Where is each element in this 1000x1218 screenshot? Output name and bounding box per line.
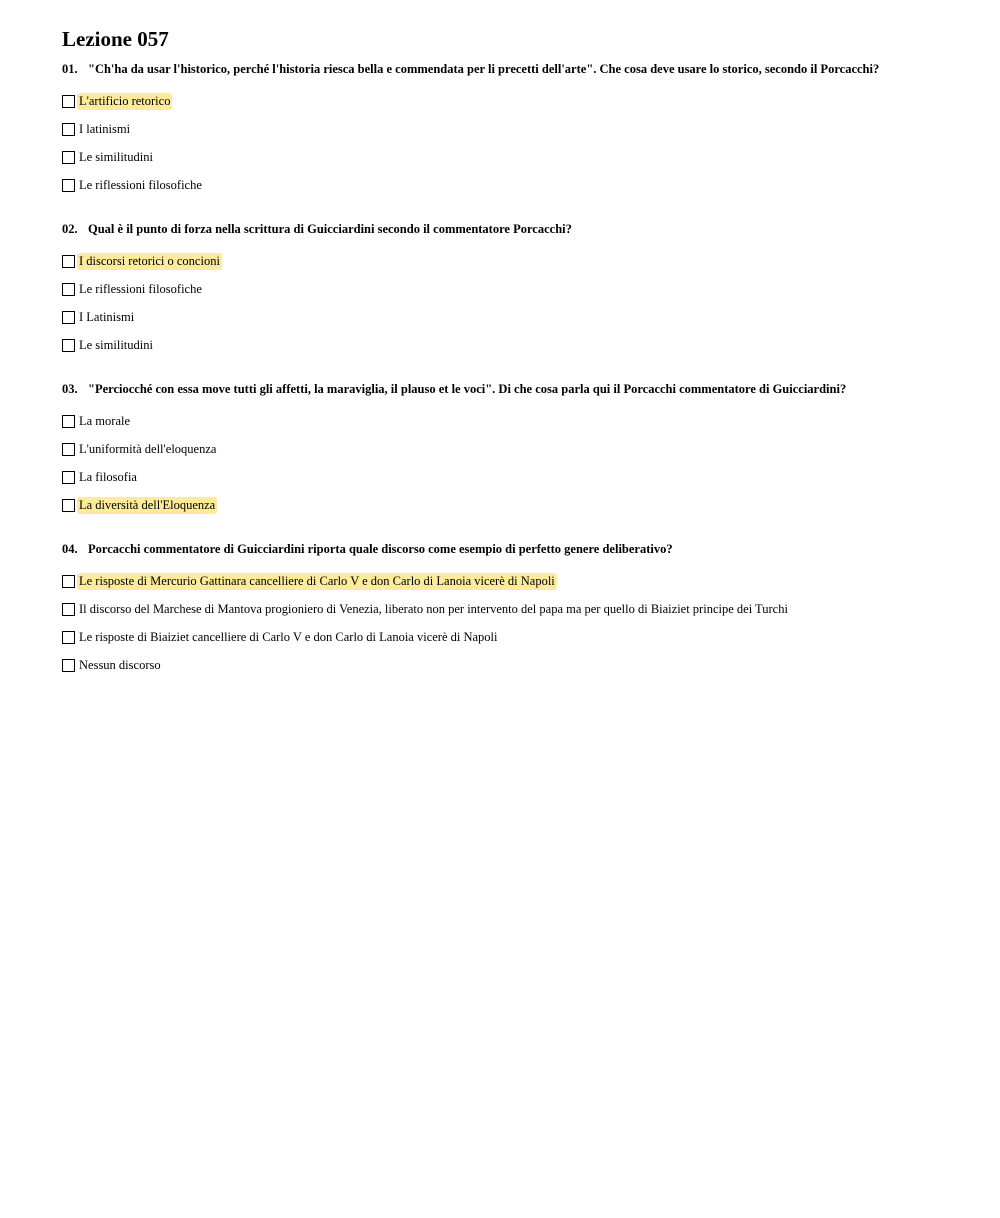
answer-option[interactable]: [62, 171, 962, 199]
checkbox[interactable]: [62, 311, 75, 324]
checkbox[interactable]: [62, 443, 75, 456]
answer-option[interactable]: [62, 275, 962, 303]
checkbox[interactable]: [62, 471, 75, 484]
question-heading: [62, 61, 962, 77]
checkbox[interactable]: [62, 95, 75, 108]
answer-label: I Latinismi: [79, 309, 135, 324]
question-4: [62, 541, 962, 679]
question-number: 02.: [62, 222, 78, 236]
question-heading: [62, 541, 962, 557]
page-title: Lezione 057: [62, 27, 169, 51]
checkbox[interactable]: [62, 659, 75, 672]
option-list: [62, 87, 962, 199]
answer-option[interactable]: [62, 115, 962, 143]
highlighted-answer-label: I discorsi retorici o concioni: [79, 253, 220, 268]
question-1: [62, 61, 962, 212]
answer-option[interactable]: [62, 407, 962, 435]
question-list: [62, 61, 962, 679]
answer-option[interactable]: [62, 143, 962, 171]
highlighted-answer-label: L'artificio retorico: [79, 93, 171, 108]
checkbox[interactable]: [62, 283, 75, 296]
answer-label: Nessun discorso: [79, 657, 161, 672]
highlighted-answer-label: Le risposte di Mercurio Gattinara cancelliere di Carlo V e don Carlo di Lanoia vicerè di Napoli: [79, 573, 555, 588]
question-number: 03.: [62, 382, 78, 396]
question-heading: [62, 381, 962, 397]
checkbox[interactable]: [62, 179, 75, 192]
question-text: "Ch'ha da usar l'historico, perché l'historia riesca bella e commendata per li precetti dell'arte". Che cosa deve usare lo storico, secondo il Porcacchi?: [88, 62, 880, 76]
checkbox[interactable]: [62, 123, 75, 136]
answer-label: Le similitudini: [79, 337, 153, 352]
answer-label: Le riflessioni filosofiche: [79, 281, 202, 296]
checkbox[interactable]: [62, 575, 75, 588]
question-text: Qual è il punto di forza nella scrittura di Guicciardini secondo il commentatore Porcacchi?: [88, 222, 572, 236]
highlighted-answer-label: La diversità dell'Eloquenza: [79, 497, 216, 512]
option-list: [62, 247, 962, 359]
question-2: [62, 221, 962, 372]
answer-label: I latinismi: [79, 121, 131, 136]
checkbox[interactable]: [62, 255, 75, 268]
answer-option[interactable]: [62, 435, 962, 463]
answer-option[interactable]: [62, 331, 962, 359]
answer-label: Le risposte di Biaiziet cancelliere di Carlo V e don Carlo di Lanoia vicerè di Napoli: [79, 629, 498, 644]
checkbox[interactable]: [62, 415, 75, 428]
question-spacer: [62, 519, 962, 532]
question-text: Porcacchi commentatore di Guicciardini riporta quale discorso come esempio di perfetto genere deliberativo?: [88, 542, 673, 556]
question-spacer: [62, 199, 962, 212]
checkbox[interactable]: [62, 151, 75, 164]
question-heading: [62, 221, 962, 237]
answer-label: Le similitudini: [79, 149, 153, 164]
question-text: "Perciocché con essa move tutti gli affetti, la maraviglia, il plauso et le voci". Di che cosa parla qui il Porcacchi commentatore di Guicciardini?: [88, 382, 847, 396]
checkbox[interactable]: [62, 603, 75, 616]
checkbox[interactable]: [62, 339, 75, 352]
answer-option[interactable]: [62, 87, 962, 115]
answer-option[interactable]: [62, 247, 962, 275]
answer-label: La filosofia: [79, 469, 137, 484]
answer-option[interactable]: [62, 651, 962, 679]
question-3: [62, 381, 962, 532]
checkbox[interactable]: [62, 631, 75, 644]
question-spacer: [62, 359, 962, 372]
question-number: 04.: [62, 542, 78, 556]
checkbox[interactable]: [62, 499, 75, 512]
answer-label: La morale: [79, 413, 131, 428]
answer-label: L'uniformità dell'eloquenza: [79, 441, 217, 456]
answer-option[interactable]: [62, 595, 962, 623]
question-number: 01.: [62, 62, 78, 76]
answer-option[interactable]: [62, 303, 962, 331]
answer-option[interactable]: [62, 463, 962, 491]
option-list: [62, 567, 962, 679]
answer-option[interactable]: [62, 623, 962, 651]
answer-label: Le riflessioni filosofiche: [79, 177, 202, 192]
answer-option[interactable]: [62, 491, 962, 519]
answer-label: Il discorso del Marchese di Mantova progioniero di Venezia, liberato non per intervento del papa ma per quello di Biaiziet principe dei Turchi: [79, 601, 788, 616]
quiz-page: [62, 26, 962, 679]
answer-option[interactable]: [62, 567, 962, 595]
option-list: [62, 407, 962, 519]
